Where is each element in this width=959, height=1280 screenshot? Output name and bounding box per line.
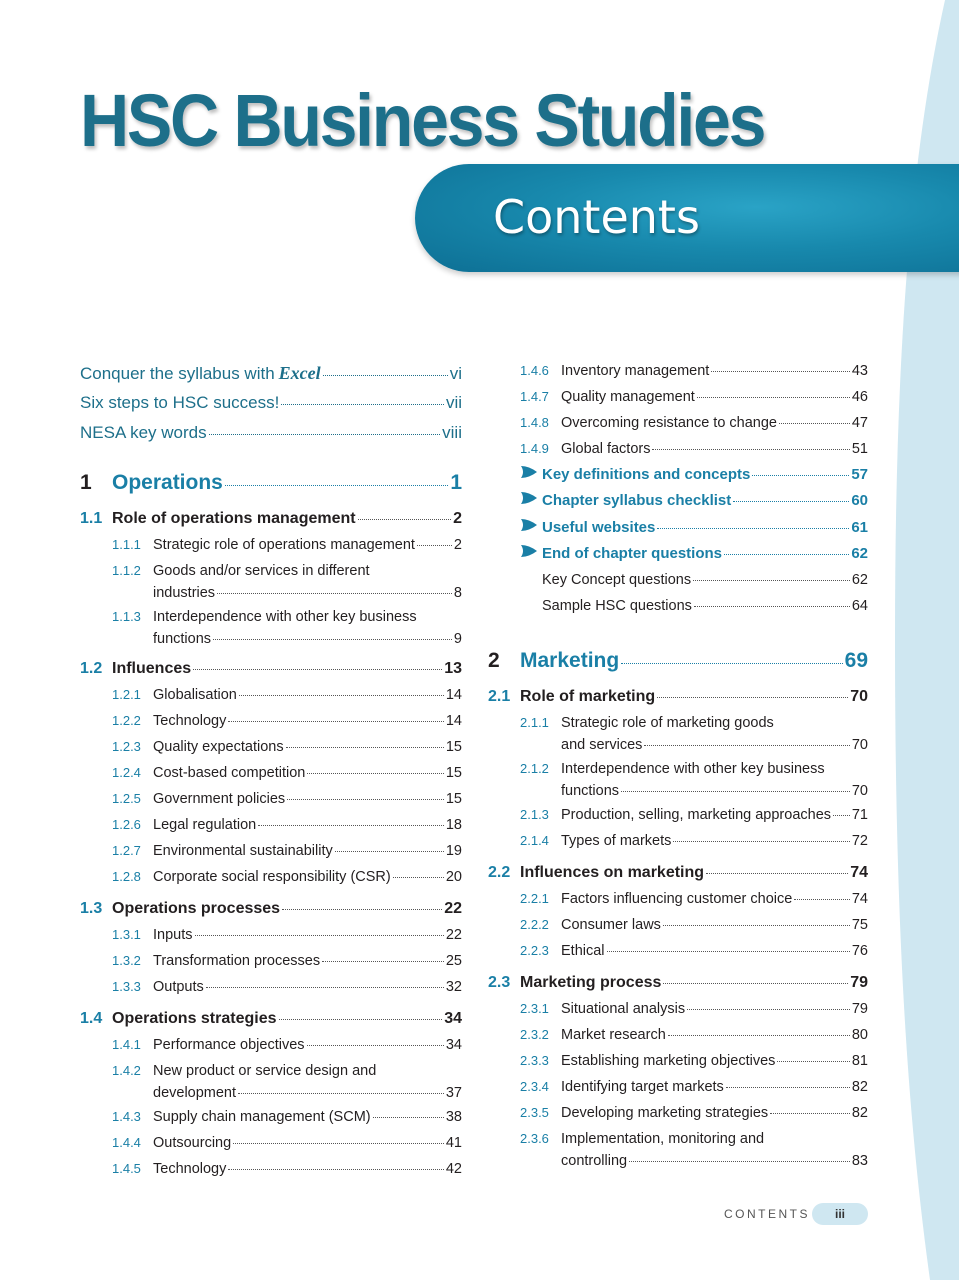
page-number: 74: [851, 890, 868, 907]
entry-title: Conquer the syllabus with: [80, 364, 275, 383]
entry-number: 1.1.3: [112, 609, 141, 624]
toc-right-column: [488, 358, 868, 1172]
toc-subsection[interactable]: [80, 948, 462, 974]
entry-title: and services: [561, 736, 643, 753]
page-number: 82: [851, 1104, 868, 1121]
entry-number: 1.4.1: [112, 1037, 141, 1052]
toc-subsection[interactable]: [488, 756, 868, 802]
book-title: HSC Business Studies: [80, 79, 765, 162]
toc-subsection[interactable]: [488, 886, 868, 912]
arrow-bullet-icon: [520, 462, 542, 488]
page-number: 15: [445, 765, 462, 781]
entry-title: Key Concept questions: [542, 572, 692, 589]
entry-title: Factors influencing customer choice: [561, 890, 793, 907]
entry-title: Six steps to HSC success!: [80, 393, 280, 412]
entry-title: Marketing process: [520, 973, 662, 991]
entry-title: Key definitions and concepts: [542, 466, 751, 483]
entry-title: NESA key words: [80, 423, 207, 442]
entry-number: 1.4.5: [112, 1161, 141, 1176]
page-number: 51: [851, 441, 868, 457]
entry-title: Developing marketing strategies: [561, 1104, 769, 1121]
entry-number: 2.2.1: [520, 890, 549, 906]
entry-number: 2.3.1: [520, 1000, 549, 1016]
entry-title: Interdependence with other key business: [153, 609, 417, 625]
page-number: 80: [851, 1026, 868, 1043]
entry-number: 1.2.3: [112, 739, 141, 754]
entry-title: Influences on marketing: [520, 863, 705, 881]
entry-number: 1.4: [80, 1010, 103, 1027]
entry-number: 1.4.8: [520, 415, 549, 430]
entry-title: Inventory management: [561, 363, 710, 379]
page-number: 42: [445, 1161, 462, 1177]
toc-subsection[interactable]: [80, 812, 462, 838]
entry-number: 2.3.6: [520, 1130, 549, 1146]
page-number: 71: [851, 806, 868, 823]
entry-number: 2.3.2: [520, 1026, 549, 1042]
entry-title: Globalisation: [153, 687, 237, 703]
toc-section[interactable]: [80, 896, 462, 922]
entry-title: Implementation, monitoring and: [561, 1130, 765, 1147]
entry-number: 2.1.2: [520, 760, 549, 776]
toc-subsection[interactable]: [80, 760, 462, 786]
entry-title: Operations: [112, 471, 223, 494]
entry-title: Role of operations management: [112, 510, 356, 527]
page-number: 57: [851, 466, 868, 483]
toc-section[interactable]: [488, 970, 868, 996]
entry-title: Legal regulation: [153, 817, 257, 833]
entry-title: Influences: [112, 660, 192, 677]
entry-title: Operations strategies: [112, 1010, 277, 1027]
page-number: 72: [851, 832, 868, 849]
page-number: 9: [453, 631, 462, 647]
page-number: 70: [850, 687, 868, 705]
page-number: 62: [851, 572, 868, 589]
page-number: 25: [445, 953, 462, 969]
entry-number: 2.1.4: [520, 832, 549, 848]
page-number: vii: [445, 393, 462, 412]
entry-title: Global factors: [561, 441, 651, 457]
entry-number: 1.3: [80, 900, 103, 917]
entry-title: End of chapter questions: [542, 544, 723, 562]
toc-subsection[interactable]: [488, 1100, 868, 1126]
page-number: 15: [445, 739, 462, 755]
toc-subsection[interactable]: [488, 410, 868, 436]
toc-subsection[interactable]: [80, 1032, 462, 1058]
entry-number: 1.4.3: [112, 1109, 141, 1124]
entry-number: 2.2.2: [520, 916, 549, 932]
page-number: 13: [444, 660, 462, 677]
toc-subsection[interactable]: [80, 1058, 462, 1104]
toc-extra-entry[interactable]: [488, 462, 868, 488]
entry-title: Performance objectives: [153, 1037, 305, 1053]
entry-number: 1.1: [80, 510, 103, 527]
toc-entry-front[interactable]: [80, 388, 462, 418]
page-number: 8: [453, 585, 462, 601]
toc-extra-entry[interactable]: [488, 541, 868, 567]
toc-subsection[interactable]: [488, 710, 868, 756]
entry-title: Strategic role of marketing goods: [561, 714, 774, 731]
page-number: 20: [445, 869, 462, 885]
page-number: 2: [453, 510, 462, 527]
toc-left-column: [80, 358, 462, 1182]
entry-title: Sample HSC questions: [542, 598, 692, 615]
entry-title: Quality expectations: [153, 739, 284, 755]
toc-subsection[interactable]: [80, 838, 462, 864]
entry-number: 2.3.3: [520, 1052, 549, 1068]
entry-number: 1.2: [80, 660, 103, 677]
entry-number: 2: [488, 648, 500, 672]
entry-title: Quality management: [561, 389, 695, 405]
toc-subsection[interactable]: [80, 1130, 462, 1156]
entry-number: 2.3: [488, 973, 511, 991]
entry-title: Consumer laws: [561, 916, 661, 933]
page-number: 34: [445, 1037, 462, 1053]
entry-number: 1.2.2: [112, 713, 141, 728]
entry-title: New product or service design and: [153, 1063, 377, 1079]
arrow-bullet-icon: [520, 541, 542, 567]
entry-number: 1.2.7: [112, 843, 141, 858]
entry-number: 2.3.4: [520, 1078, 549, 1094]
page-number: 46: [851, 389, 868, 405]
entry-title: Market research: [561, 1026, 666, 1043]
toc-subsection[interactable]: [80, 532, 462, 558]
entry-number: 1.3.2: [112, 953, 141, 968]
page-number: 18: [445, 817, 462, 833]
toc-subsection[interactable]: [488, 938, 868, 964]
entry-title: controlling: [561, 1152, 628, 1169]
toc-chapter[interactable]: [80, 466, 462, 500]
toc-subsection[interactable]: [80, 922, 462, 948]
page-number: 79: [851, 1000, 868, 1017]
entry-title: functions: [153, 631, 212, 647]
entry-number: 1.1.1: [112, 537, 141, 552]
toc-extra-entry[interactable]: [488, 515, 868, 541]
entry-number: 1.2.4: [112, 765, 141, 780]
entry-title: Transformation processes: [153, 953, 321, 969]
toc-plain-entry[interactable]: [488, 593, 868, 619]
page-number: 41: [445, 1135, 462, 1151]
page-number: 74: [850, 863, 868, 881]
entry-title: Establishing marketing objectives: [561, 1052, 776, 1069]
toc-subsection[interactable]: [80, 734, 462, 760]
entry-number: 1.2.8: [112, 869, 141, 884]
page-number: iii: [812, 1203, 868, 1225]
page-number: 38: [445, 1109, 462, 1125]
toc-subsection[interactable]: [488, 828, 868, 854]
entry-number: 2.2: [488, 863, 511, 881]
entry-number: 2.2.3: [520, 942, 549, 958]
entry-title: Identifying target markets: [561, 1078, 724, 1095]
entry-title: Cost-based competition: [153, 765, 306, 781]
toc-subsection[interactable]: [488, 1022, 868, 1048]
toc-subsection[interactable]: [80, 1156, 462, 1182]
page-number: 62: [851, 544, 868, 562]
page-number: 43: [851, 363, 868, 379]
entry-number: 1.2.1: [112, 687, 141, 702]
page-number: 14: [445, 713, 462, 729]
entry-number: 2.1.1: [520, 714, 549, 730]
excel-brand: Excel: [278, 363, 321, 383]
page-number: 70: [851, 736, 868, 753]
page-number: 69: [844, 648, 868, 672]
entry-title: Inputs: [153, 927, 193, 943]
entry-title: Situational analysis: [561, 1000, 686, 1017]
entry-title: Government policies: [153, 791, 286, 807]
page-number: 37: [445, 1085, 462, 1101]
page-number: 82: [851, 1078, 868, 1095]
entry-title: functions: [561, 782, 620, 799]
page-number: 79: [850, 973, 868, 991]
toc-subsection[interactable]: [488, 1126, 868, 1172]
entry-number: 1.3.3: [112, 979, 141, 994]
toc-subsection[interactable]: [80, 604, 462, 650]
page-number: 15: [445, 791, 462, 807]
toc-subsection[interactable]: [488, 384, 868, 410]
page-number: 22: [444, 900, 462, 917]
page-number: 34: [444, 1010, 462, 1027]
toc-subsection[interactable]: [488, 436, 868, 462]
entry-number: 2.1.3: [520, 806, 549, 822]
page-number: 76: [851, 942, 868, 959]
toc-subsection[interactable]: [80, 1104, 462, 1130]
page-number: 14: [445, 687, 462, 703]
toc-subsection[interactable]: [80, 682, 462, 708]
entry-number: 1.1.2: [112, 563, 141, 578]
entry-number: 1.4.7: [520, 389, 549, 404]
toc-subsection[interactable]: [488, 1048, 868, 1074]
toc-subsection[interactable]: [80, 786, 462, 812]
page-number: vi: [449, 364, 462, 383]
arrow-bullet-icon: [520, 515, 542, 541]
contents-heading: Contents: [493, 190, 700, 244]
page-number: 1: [450, 471, 462, 494]
page-number: 70: [851, 782, 868, 799]
footer-label: CONTENTS: [724, 1207, 810, 1221]
entry-number: 1.2.5: [112, 791, 141, 806]
entry-title: Interdependence with other key business: [561, 760, 825, 777]
page-number: 75: [851, 916, 868, 933]
entry-title: Types of markets: [561, 832, 672, 849]
toc-subsection[interactable]: [80, 558, 462, 604]
entry-title: Corporate social responsibility (CSR): [153, 869, 391, 885]
entry-number: 1.4.2: [112, 1063, 141, 1078]
entry-number: 2.1: [488, 687, 511, 705]
entry-title: Outputs: [153, 979, 204, 995]
toc-subsection[interactable]: [80, 708, 462, 734]
entry-title: Chapter syllabus checklist: [542, 492, 732, 510]
page-number: 22: [445, 927, 462, 943]
page-number: 32: [445, 979, 462, 995]
entry-number: 1: [80, 471, 92, 494]
page-number: 2: [453, 537, 462, 553]
toc-subsection[interactable]: [488, 1074, 868, 1100]
entry-title: Supply chain management (SCM): [153, 1109, 371, 1125]
entry-title: development: [153, 1085, 237, 1101]
arrow-bullet-icon: [520, 488, 542, 514]
toc-plain-entry[interactable]: [488, 567, 868, 593]
toc-subsection[interactable]: [80, 974, 462, 1000]
page-number: 19: [445, 843, 462, 859]
entry-number: 1.4.9: [520, 441, 549, 456]
toc-section[interactable]: [80, 656, 462, 682]
entry-title: Ethical: [561, 942, 605, 959]
entry-title: Operations processes: [112, 900, 281, 917]
entry-title: Outsourcing: [153, 1135, 232, 1151]
page-number: 60: [851, 492, 868, 510]
entry-title: Marketing: [520, 648, 620, 672]
entry-number: 2.3.5: [520, 1104, 549, 1120]
toc-subsection[interactable]: [488, 996, 868, 1022]
toc-entry-front[interactable]: [80, 418, 462, 448]
page-number: viii: [442, 423, 462, 442]
entry-title: Strategic role of operations management: [153, 537, 415, 553]
toc-extra-entry[interactable]: [488, 488, 868, 514]
entry-title: Technology: [153, 713, 227, 729]
entry-number: 1.3.1: [112, 927, 141, 942]
toc-chapter[interactable]: [488, 644, 868, 678]
toc-subsection[interactable]: [80, 864, 462, 890]
toc-subsection[interactable]: [488, 912, 868, 938]
page-number: 47: [851, 415, 868, 431]
toc-entry-front[interactable]: [80, 358, 462, 388]
entry-title: industries: [153, 585, 216, 601]
entry-number: 1.4.4: [112, 1135, 141, 1150]
entry-title: Goods and/or services in different: [153, 563, 370, 579]
entry-title: Technology: [153, 1161, 227, 1177]
entry-title: Environmental sustainability: [153, 843, 333, 859]
entry-title: Production, selling, marketing approaches: [561, 806, 832, 823]
toc-section[interactable]: [488, 684, 868, 710]
entry-number: 1.4.6: [520, 363, 549, 378]
toc-subsection[interactable]: [488, 802, 868, 828]
page-number: 83: [851, 1152, 868, 1169]
toc-section[interactable]: [80, 1006, 462, 1032]
page-number: 81: [851, 1052, 868, 1069]
page-number: 64: [851, 598, 868, 615]
entry-title: Useful websites: [542, 518, 656, 536]
page-number: 61: [851, 518, 868, 536]
toc-section[interactable]: [488, 860, 868, 886]
entry-title: Role of marketing: [520, 687, 656, 705]
entry-number: 1.2.6: [112, 817, 141, 832]
toc-subsection[interactable]: [488, 358, 868, 384]
toc-section[interactable]: [80, 506, 462, 532]
entry-title: Overcoming resistance to change: [561, 415, 777, 431]
